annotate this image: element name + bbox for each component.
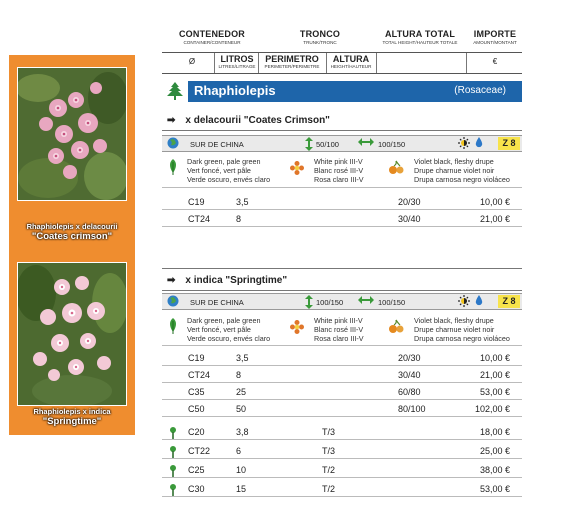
column-subheader bbox=[162, 52, 522, 74]
variety-info-row bbox=[162, 135, 522, 152]
standard-stem-icon bbox=[170, 484, 176, 498]
flower-icon bbox=[290, 161, 304, 180]
standard-stem-icon bbox=[170, 427, 176, 441]
leaf-icon bbox=[167, 159, 179, 180]
price-row: CT22 6 T/3 25,00 € bbox=[162, 442, 522, 459]
header-perimetro: PERIMETRO PERIMETER/PERIMETRE bbox=[264, 54, 320, 69]
globe-icon bbox=[167, 137, 179, 151]
sun-icon bbox=[458, 137, 472, 151]
genus-name: Rhaphiolepis bbox=[194, 83, 276, 98]
height-value: 100/150 bbox=[316, 298, 344, 307]
header-altura-total: ALTURA TOTAL TOTAL HEIGHT/HAUTEUR TOTALE bbox=[382, 29, 458, 45]
variety-title: ➡ x delacourii "Coates Crimson" bbox=[167, 115, 330, 126]
sun-icon bbox=[458, 295, 472, 309]
price-row: CT24 8 30/40 21,00 € bbox=[162, 210, 522, 227]
family-name: (Rosaceae) bbox=[454, 85, 506, 96]
header-importe: IMPORTE AMOUNT/MONTANT bbox=[473, 29, 517, 45]
photo-caption-springtime: Rhaphiolepis x indica "Springtime" bbox=[33, 407, 111, 427]
origin-label: SUR DE CHINA bbox=[190, 140, 244, 149]
header-altura: ALTURA HEIGHT/HAUTEUR bbox=[330, 54, 372, 69]
water-drop-icon bbox=[475, 137, 483, 151]
width-arrow-icon bbox=[358, 138, 374, 148]
fruit-icon bbox=[388, 160, 404, 181]
height-arrow-icon bbox=[305, 137, 313, 153]
leaf-description: Dark green, pale green Vert foncé, vert pâle Verde oscuro, envés claro bbox=[187, 316, 271, 343]
arrow-right-icon: ➡ bbox=[167, 115, 176, 126]
standard-stem-icon bbox=[170, 446, 176, 460]
variety-info-row bbox=[162, 293, 522, 310]
flower-description: White pink III-V Blanc rosé III-V Rosa claro III-V bbox=[314, 157, 364, 184]
photo-coates-crimson bbox=[17, 67, 127, 201]
origin-label: SUR DE CHINA bbox=[190, 298, 244, 307]
genus-title-bar bbox=[188, 81, 522, 102]
fruit-description: Violet black, fleshy drupe Drupe charnue violet noir Drupa carnosa negro violáceo bbox=[414, 157, 510, 184]
diameter-symbol: Ø bbox=[188, 57, 196, 66]
leaf-icon bbox=[167, 318, 179, 339]
header-contenedor: CONTENEDOR CONTAINER/CONTENEUR bbox=[178, 29, 245, 45]
height-value: 50/100 bbox=[316, 140, 339, 149]
flower-icon bbox=[290, 320, 304, 339]
photo-caption-coates: Rhaphiolepis x delacourii "Coates crimson" bbox=[26, 222, 118, 242]
photo-panel bbox=[9, 55, 135, 435]
header-litros: LITROS LITRES/LITRAGE bbox=[218, 54, 256, 69]
photo-springtime bbox=[17, 262, 127, 406]
price-row: C50 50 80/100 102,00 € bbox=[162, 400, 522, 417]
header-tronco: TRONCO TRUNK/TRONC bbox=[299, 29, 341, 45]
standard-stem-icon bbox=[170, 465, 176, 479]
price-row: C35 25 60/80 53,00 € bbox=[162, 383, 522, 400]
width-arrow-icon bbox=[358, 296, 374, 306]
price-row: C19 3,5 20/30 10,00 € bbox=[162, 193, 522, 210]
width-value: 100/150 bbox=[378, 140, 406, 149]
width-value: 100/150 bbox=[378, 298, 406, 307]
height-arrow-icon bbox=[305, 295, 313, 311]
variety-title: ➡ x indica "Springtime" bbox=[167, 275, 288, 286]
arrow-right-icon: ➡ bbox=[167, 275, 176, 286]
price-row: C20 3,8 T/3 18,00 € bbox=[162, 423, 522, 440]
hardiness-zone-badge: Z 8 bbox=[498, 295, 520, 308]
globe-icon bbox=[167, 295, 179, 309]
fruit-description: Violet black, fleshy drupe Drupe charnue violet noir Drupa carnosa negro violáceo bbox=[414, 316, 510, 343]
price-row: CT24 8 30/40 21,00 € bbox=[162, 366, 522, 383]
price-row: C25 10 T/2 38,00 € bbox=[162, 461, 522, 478]
water-drop-icon bbox=[475, 295, 483, 309]
leaf-logo-icon bbox=[165, 82, 185, 105]
flower-description: White pink III-V Blanc rosé III-V Rosa claro III-V bbox=[314, 316, 364, 343]
fruit-icon bbox=[388, 319, 404, 340]
price-row: C30 15 T/2 53,00 € bbox=[162, 480, 522, 497]
euro-symbol: € bbox=[492, 57, 498, 66]
hardiness-zone-badge: Z 8 bbox=[498, 137, 520, 150]
column-header bbox=[162, 29, 522, 51]
price-row: C19 3,5 20/30 10,00 € bbox=[162, 349, 522, 366]
leaf-description: Dark green, pale green Vert foncé, vert pâle Verde oscuro, envés claro bbox=[187, 157, 271, 184]
